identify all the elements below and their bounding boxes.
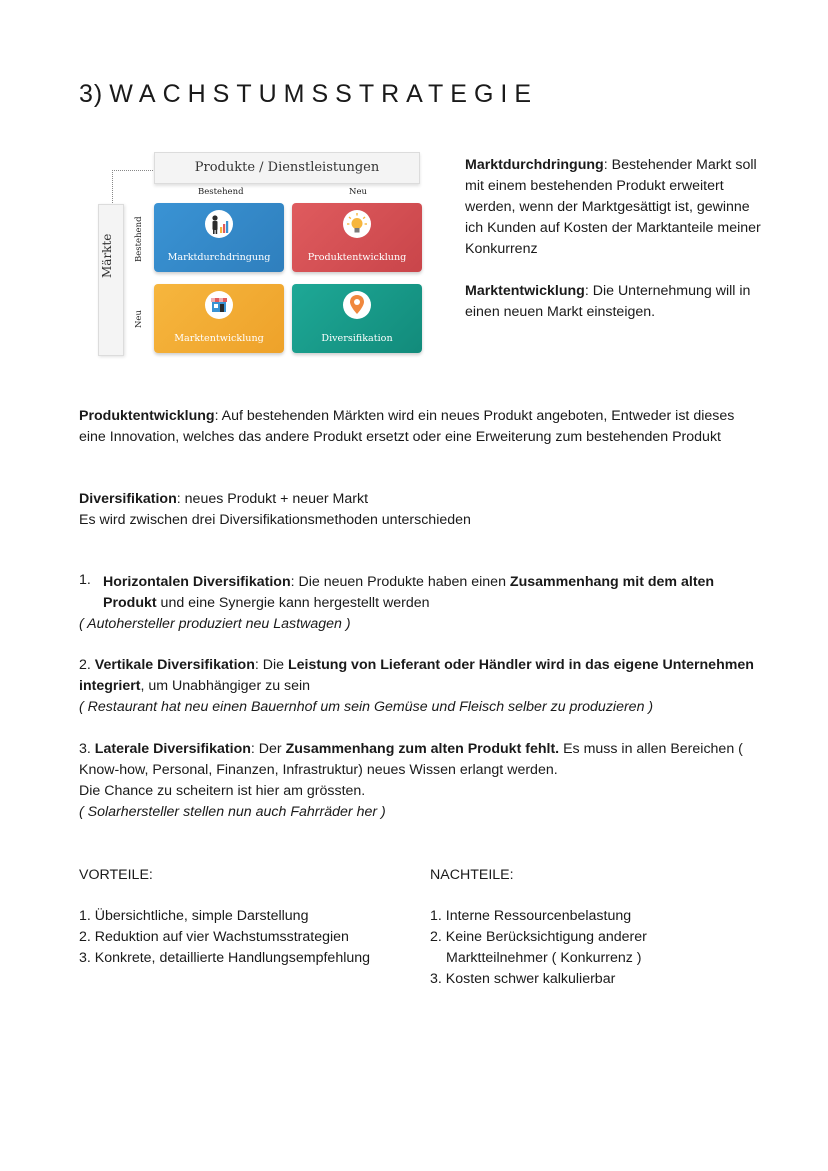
- tile-diversifikation: [292, 284, 422, 353]
- row-label-existing: Bestehend: [134, 216, 144, 262]
- list-item: 3. Konkrete, detaillierte Handlungsempfehlung: [79, 950, 371, 966]
- col-label-new: Neu: [349, 187, 367, 197]
- tile-label: Marktentwicklung: [174, 333, 264, 344]
- page-title: 3) WACHSTUMSSTRATEGIE: [79, 80, 539, 108]
- vorteile-heading: VORTEILE:: [79, 867, 153, 883]
- tile-marktdurchdringung: [154, 203, 284, 272]
- vorteile-list: [79, 906, 419, 969]
- list-item: 1. Übersichtliche, simple Darstellung: [79, 908, 309, 924]
- presentation-chart-icon: [205, 210, 233, 238]
- list-item-continuation: Marktteilnehmer ( Konkurrenz ): [446, 950, 642, 966]
- list-item: 3. Kosten schwer kalkulierbar: [430, 971, 616, 987]
- nachteile-list: [430, 906, 730, 990]
- storefront-icon: [205, 291, 233, 319]
- markets-bar: [98, 204, 124, 356]
- tile-label: Diversifikation: [321, 333, 393, 344]
- tile-label: Marktdurchdringung: [167, 252, 271, 263]
- marktdurchdringung-paragraph: Marktdurchdringung: Bestehender Markt soll mit einem bestehenden Produkt erweitert werden, wenn der Marktgesättigt ist, gewinne ich Kunden auf Kosten der Marktanteile meiner Konkurrenz: [465, 157, 761, 257]
- produktentwicklung-paragraph: Produktentwicklung: Auf bestehenden Märkten wird ein neues Produkt angeboten, Entweder ist dieses eine Innovation, welches das andere Produkt ersetzt oder eine Erweiterung zum bestehenden Produkt: [79, 408, 735, 445]
- list-item: 2. Keine Berücksichtigung anderer: [430, 929, 647, 945]
- markets-label: Märkte: [100, 233, 114, 278]
- col-label-existing: Bestehend: [198, 187, 244, 197]
- method-horizontal: 1. Horizontalen Diversifikation: Die neuen Produkte haben einen Zusammenhang mit dem alten Produkt und eine Synergie kann hergestellt werden ( Autohersteller produziert neu Lastwagen ): [79, 572, 715, 632]
- row-label-new: Neu: [134, 310, 144, 328]
- products-header: Produkte / Dienstleistungen: [154, 152, 420, 184]
- lightbulb-icon: [343, 210, 371, 238]
- ansoff-matrix: [96, 150, 424, 360]
- connector-line: [112, 170, 155, 203]
- location-pin-icon: [343, 291, 371, 319]
- tile-produktentwicklung: [292, 203, 422, 272]
- tile-label: Produktentwicklung: [307, 252, 407, 263]
- nachteile-heading: NACHTEILE:: [430, 867, 514, 883]
- diversifikation-paragraph: Diversifikation: neues Produkt + neuer Markt Es wird zwischen drei Diversifikationsmethoden unterschieden: [79, 491, 471, 528]
- marktentwicklung-paragraph: Marktentwicklung: Die Unternehmung will in einen neuen Markt einsteigen.: [465, 283, 751, 320]
- list-item: 1. Interne Ressourcenbelastung: [430, 908, 632, 924]
- side-explanations: [465, 155, 765, 323]
- tile-marktentwicklung: [154, 284, 284, 353]
- list-item: 2. Reduktion auf vier Wachstumsstrategien: [79, 929, 349, 945]
- method-lateral: 3. Laterale Diversifikation: Der Zusammenhang zum alten Produkt fehlt. Es muss in allen Bereichen ( Know-how, Personal, Finanzen, Infrastruktur) neues Wissen erlangt werden. Die Chance zu scheitern ist hier am grössten. ( Solarhersteller stellen nun auch Fahrräder her ): [79, 741, 743, 820]
- method-vertical: 2. Vertikale Diversifikation: Die Leistung von Lieferant oder Händler wird in das eigene Unternehmen integriert, um Unabhängiger zu sein ( Restaurant hat neu einen Bauernhof um sein Gemüse und Fleisch selber zu produzieren ): [79, 657, 754, 715]
